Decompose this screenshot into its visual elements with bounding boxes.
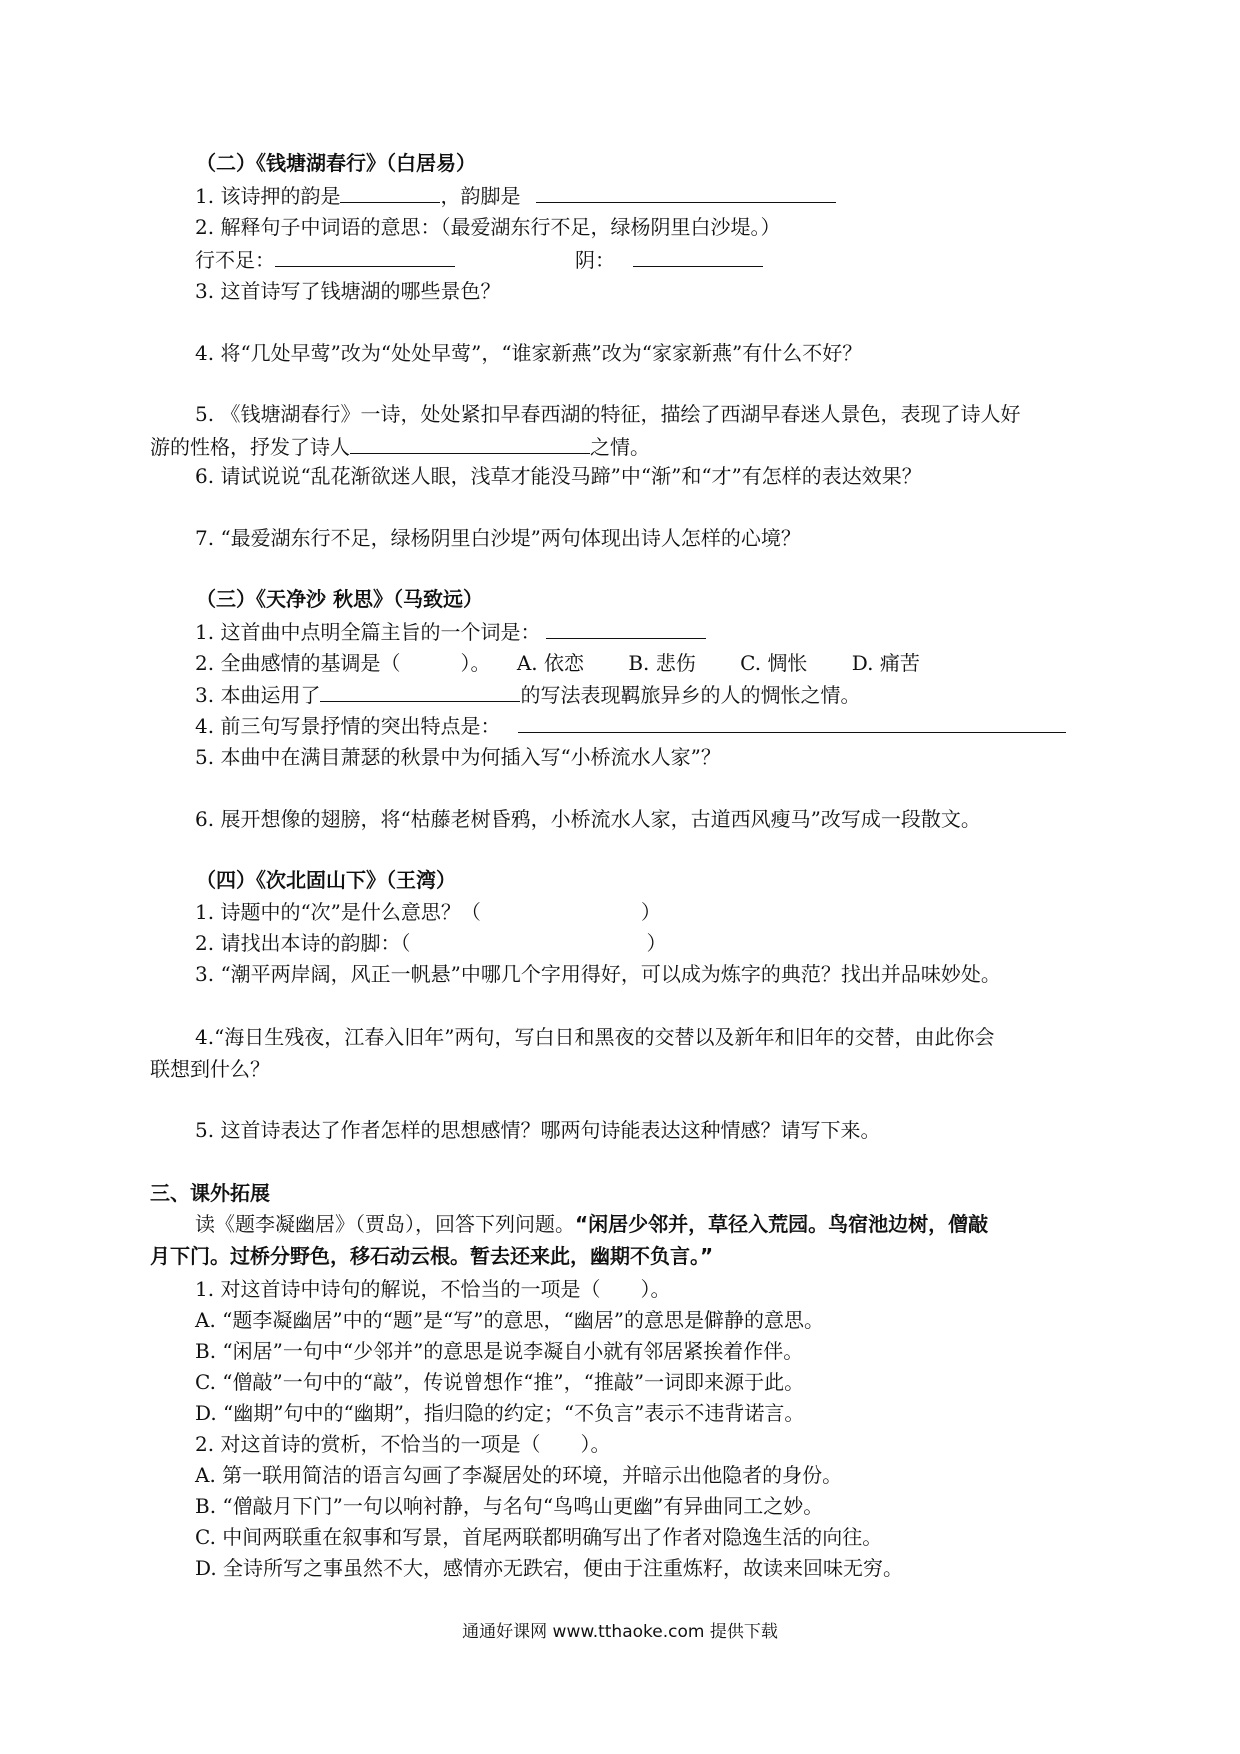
intro-text: 读《题李凝幽居》（贾岛），回答下列问题。 [195,1212,575,1236]
option-d[interactable]: D. 痛苦 [851,651,920,675]
option-b[interactable]: B. “闲居”一句中“少邻并”的意思是说李凝自小就有邻居紧挨着作伴。 [195,1339,804,1363]
question-line [195,650,920,676]
option-a[interactable]: A. 依恋 [516,651,584,675]
question-line [195,246,763,273]
question-text: 行不足： [195,248,275,272]
question-text: 2. 全曲感情的基调是（ ）。 [195,651,491,675]
question-text: 7. “最爱湖东行不足，绿杨阴里白沙堤”两句体现出诗人怎样的心境？ [195,526,801,550]
question-text: 3. 这首诗写了钱塘湖的哪些景色？ [195,279,501,303]
question-text: 1. 这首曲中点明全篇主旨的一个词是： [195,620,541,644]
question-text: 5. 《钱塘湖春行》一诗，处处紧扣早春西湖的特征，描绘了西湖早春迷人景色，表现了诗人好 [195,402,1021,426]
question-text: 联想到什么？ [150,1057,270,1081]
option-b[interactable]: B. “僧敲月下门”一句以响衬静，与名句“鸟鸣山更幽”有异曲同工之妙。 [195,1494,824,1518]
answer-blank[interactable] [633,246,763,267]
option-b[interactable]: B. 悲伤 [628,651,696,675]
section-title-cibeiguhshan: （四）《次北固山下》（王湾） [196,868,456,892]
option-d[interactable]: D. 全诗所写之事虽然不大，感情亦无跌宕，便由于注重炼籽，故读来回味无穷。 [195,1556,904,1580]
question-line [150,433,650,460]
option-a[interactable]: A. “题李凝幽居”中的“题”是“写”的意思，“幽居”的意思是僻静的意思。 [195,1308,824,1332]
question-text: 4. 将“几处早莺”改为“处处早莺”，“谁家新燕”改为“家家新燕”有什么不好？ [195,341,863,365]
answer-blank[interactable] [546,618,706,639]
question-text: 阴： [575,248,615,272]
answer-blank[interactable] [275,246,455,267]
question-text: 的写法表现羁旅异乡的人的惆怅之情。 [520,683,861,707]
question-text: 1. 对这首诗中诗句的解说，不恰当的一项是（ ）。 [195,1277,671,1301]
poem-text: “闲居少邻并，草径入荒园。鸟宿池边树，僧敲 [575,1212,989,1236]
question-text: 3. 本曲运用了 [195,683,321,707]
question-text: 2. 解释句子中词语的意思：（最爱湖东行不足，绿杨阴里白沙堤。） [195,215,781,239]
answer-blank[interactable] [518,712,1066,733]
page-footer: 通通好课网 www.tthaoke.com 提供下载 [462,1622,778,1642]
option-c[interactable]: C. “僧敲”一句中的“敲”，传说曾想作“推”，“推敲”一词即来源于此。 [195,1370,805,1394]
question-text: 6. 展开想像的翅膀，将“枯藤老树昏鸦，小桥流水人家，古道西风瘦马”改写成一段散文。 [195,807,981,831]
question-line [195,618,706,645]
answer-blank[interactable] [536,182,836,203]
option-a[interactable]: A. 第一联用简洁的语言勾画了李凝居处的环境，并暗示出他隐者的身份。 [195,1463,843,1487]
question-text: 4. 前三句写景抒情的突出特点是： [195,714,501,738]
answer-blank[interactable] [350,433,590,454]
question-text: 2. 请找出本诗的韵脚：（ [195,931,411,955]
question-text: 之情。 [590,435,650,459]
question-line [195,681,860,708]
question-line [195,182,836,209]
option-c[interactable]: C. 中间两联重在叙事和写景，首尾两联都明确写出了作者对隐逸生活的向往。 [195,1525,883,1549]
section-title-qiantang: （二）《钱塘湖春行》（白居易） [196,151,476,175]
poem-text: 月下门。过桥分野色，移石动云根。暂去还来此，幽期不负言。” [150,1244,714,1268]
question-text: 3. “潮平两岸阔，风正一帆悬”中哪几个字用得好，可以成为炼字的典范？找出并品味妙处。 [195,962,1001,986]
answer-blank[interactable] [340,182,440,203]
section-title-tianjingsha: （三）《天净沙 秋思》（马致远） [196,587,483,611]
question-line [195,899,661,925]
question-text: 2. 对这首诗的赏析，不恰当的一项是（ ）。 [195,1432,611,1456]
question-text: 5. 本曲中在满目萧瑟的秋景中为何插入写“小桥流水人家”？ [195,745,721,769]
question-text: 1. 该诗押的韵是 [195,184,341,208]
question-text: 4.“海日生残夜，江春入旧年”两句，写白日和黑夜的交替以及新年和旧年的交替，由此你会 [195,1025,995,1049]
question-text: 5. 这首诗表达了作者怎样的思想感情？哪两句诗能表达这种情感？请写下来。 [195,1118,881,1142]
option-c[interactable]: C. 惆怅 [740,651,808,675]
option-d[interactable]: D. “幽期”句中的“幽期”，指归隐的约定；“不负言”表示不违背诺言。 [195,1401,805,1425]
question-text: 1. 诗题中的“次”是什么意思？（ [195,900,481,924]
answer-blank[interactable] [320,681,520,702]
section-title-extension: 三、课外拓展 [150,1181,270,1205]
question-line [195,712,1066,739]
question-text: 游的性格，抒发了诗人 [150,435,350,459]
question-line [195,930,666,956]
question-text: ，韵脚是 [440,184,521,208]
question-text: ） [646,931,667,955]
question-text: ） [640,900,661,924]
question-text: 6. 请试说说“乱花渐欲迷人眼，浅草才能没马蹄”中“渐”和“才”有怎样的表达效果？ [195,464,922,488]
intro-line [195,1211,988,1237]
